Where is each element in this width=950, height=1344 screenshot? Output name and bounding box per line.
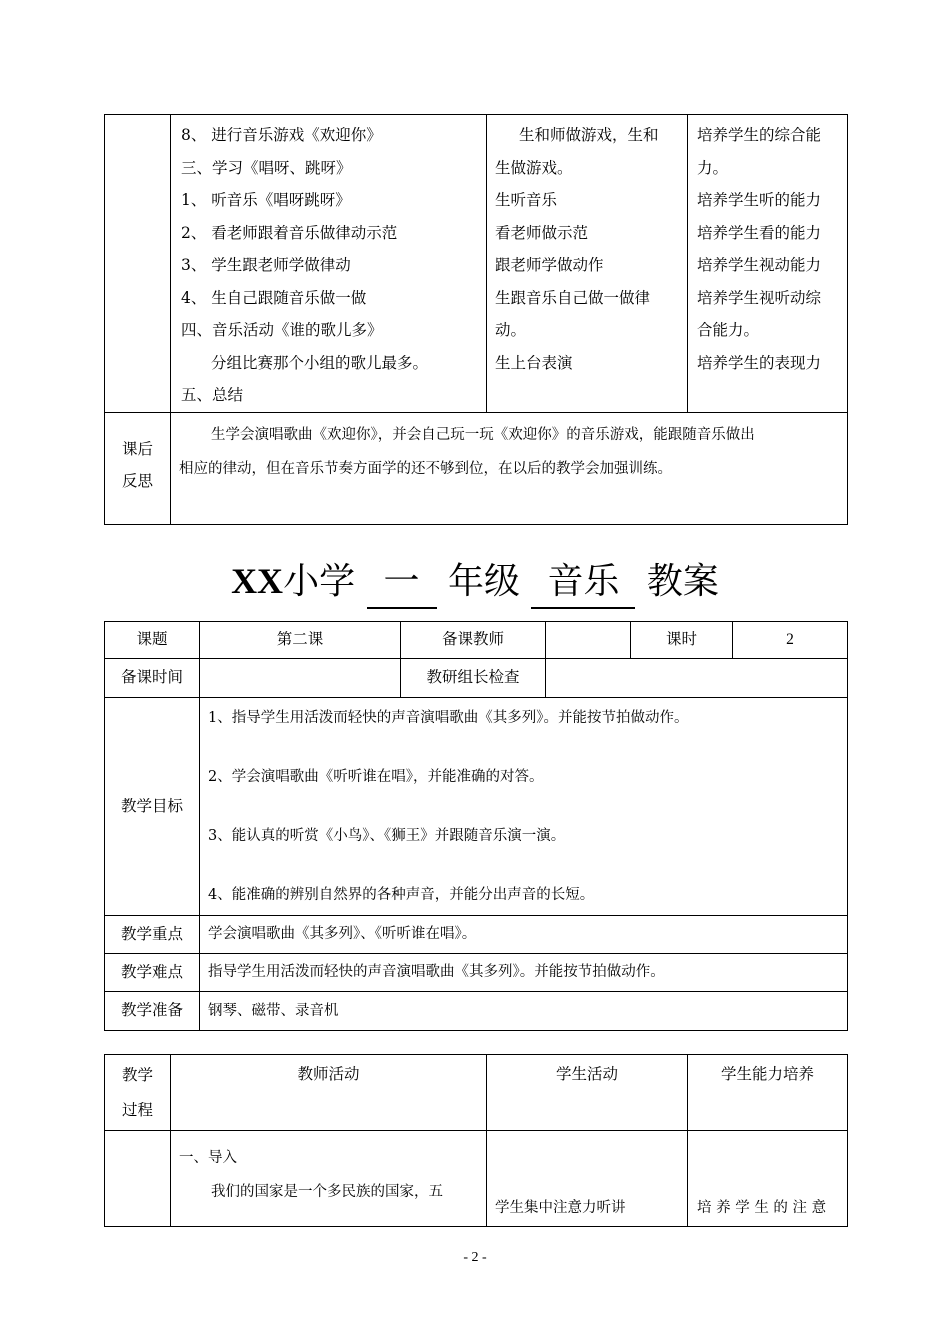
ability-line: 培养学生视动能力 [697,256,822,274]
grade-suffix: 年级 [447,561,520,602]
hours-value: 2 [733,622,848,659]
reflection-text: 相应的律动，但在音乐节奏方面学的还不够到位，在以后的教学会加强训练。 [179,460,672,477]
reflection-label: 课后 [121,439,153,458]
teacher-line: 三、学习《唱呀、跳呀》 [181,158,352,177]
ability-line: 培养学生听的能力 [697,191,822,209]
reflection-label: 反思 [121,472,153,490]
check-label: 教研组长检查 [401,659,546,698]
grade-value: 一 [383,561,420,602]
key-value: 学会演唱歌曲《其多列》、《听听谁在唱》。 [200,916,848,954]
student-intro-cell [487,1131,688,1227]
ability-line: 合能力。 [697,321,760,339]
student-line: 生上台表演 [495,353,573,372]
difficulty-value: 指导学生用活泼而轻快的声音演唱歌曲《其多列》。并能按节拍做动作。 [200,954,848,992]
ability-cell [688,115,848,413]
goal-item: 4、能准确的辨别自然界的各种声音，并能分出声音的长短。 [208,887,595,903]
ability-intro-text: 培 养 学 生 的 注 意 [697,1199,827,1216]
goals-label-cell [105,698,200,916]
ability-header: 学生能力培养 [688,1055,848,1131]
topic-value: 第二课 [200,622,401,659]
student-line: 生听音乐 [495,191,558,209]
intro-title: 一、导入 [179,1150,237,1166]
student-line: 看老师做示范 [495,223,589,242]
teacher-label: 备课教师 [401,622,546,659]
prep-label: 教学准备 [105,992,200,1031]
key-label: 教学重点 [105,916,200,954]
ability-line: 培养学生的综合能 [697,126,822,144]
topic-label: 课题 [105,622,200,659]
ability-line: 培养学生的表现力 [697,353,822,372]
teacher-line: 3、 学生跟老师学做律动 [181,256,351,274]
process-header-cell [105,1055,171,1131]
process-label: 过程 [121,1101,153,1119]
hours-label: 课时 [631,622,733,659]
student-line: 生和师做游戏，生和 [519,126,659,144]
grade-blank [367,557,437,609]
teacher-line: 2、 看老师跟着音乐做律动示范 [181,223,398,242]
process-body-label-cell [105,1131,171,1227]
previous-lesson-table [104,114,848,525]
teacher-value [546,622,631,659]
goals-label: 教学目标 [120,797,183,816]
ability-intro-cell [688,1131,848,1227]
teacher-line: 四、音乐活动《谁的歌儿多》 [181,321,383,339]
teacher-line: 1、 听音乐《唱呀跳呀》 [181,191,351,209]
time-label: 备课时间 [105,659,200,698]
ability-line: 培养学生视听动综 [697,288,822,307]
intro-text: 我们的国家是一个多民族的国家，五 [211,1184,443,1200]
student-line: 生跟音乐自己做一做律 [495,288,651,307]
doc-type: 教案 [646,561,719,602]
school-suffix: 小学 [283,561,356,602]
teacher-line: 4、 生自己跟随音乐做一做 [181,288,367,307]
page-number: - 2 - [463,1250,487,1265]
ability-line: 培养学生看的能力 [697,223,822,242]
student-header: 学生活动 [487,1055,688,1131]
reflection-label-cell [105,412,171,524]
lesson-info-table [104,621,848,1031]
time-value [200,659,401,698]
student-line: 动。 [495,321,527,339]
goal-item: 3、能认真的听赏《小鸟》、《狮王》并跟随音乐演一演。 [208,828,566,844]
page-title [0,556,950,609]
subject-value: 音乐 [547,561,620,602]
check-value [546,659,848,698]
prep-value: 钢琴、磁带、录音机 [200,992,848,1031]
ability-line: 力。 [697,158,729,177]
process-label-cell [105,115,171,413]
subject-blank [531,557,635,609]
difficulty-label: 教学难点 [105,954,200,992]
teacher-line: 分组比赛那个小组的歌儿最多。 [211,353,429,372]
student-line: 跟老师学做动作 [495,256,604,274]
student-line: 生做游戏。 [495,158,573,177]
teacher-line: 8、 进行音乐游戏《欢迎你》 [181,126,382,144]
goal-item: 1、指导学生用活泼而轻快的声音演唱歌曲《其多列》。并能按节拍做动作。 [208,710,689,726]
reflection-cell [171,412,848,524]
teaching-process-table [104,1054,848,1227]
reflection-text: 生学会演唱歌曲《欢迎你》，并会自己玩一玩《欢迎你》的音乐游戏，能跟随音乐做出 [211,426,755,443]
teacher-header: 教师活动 [171,1055,487,1131]
goals-cell [200,698,848,916]
intro-cell [171,1131,487,1227]
student-activity-cell [487,115,688,413]
teacher-activity-cell [171,115,487,413]
student-intro-text: 学生集中注意力听讲 [495,1199,626,1216]
school-name: XX [231,561,284,601]
goal-item: 2、学会演唱歌曲《听听谁在唱》，并能准确的对答。 [208,769,544,785]
process-label: 教学 [121,1066,153,1084]
teacher-line: 五、总结 [181,386,244,404]
